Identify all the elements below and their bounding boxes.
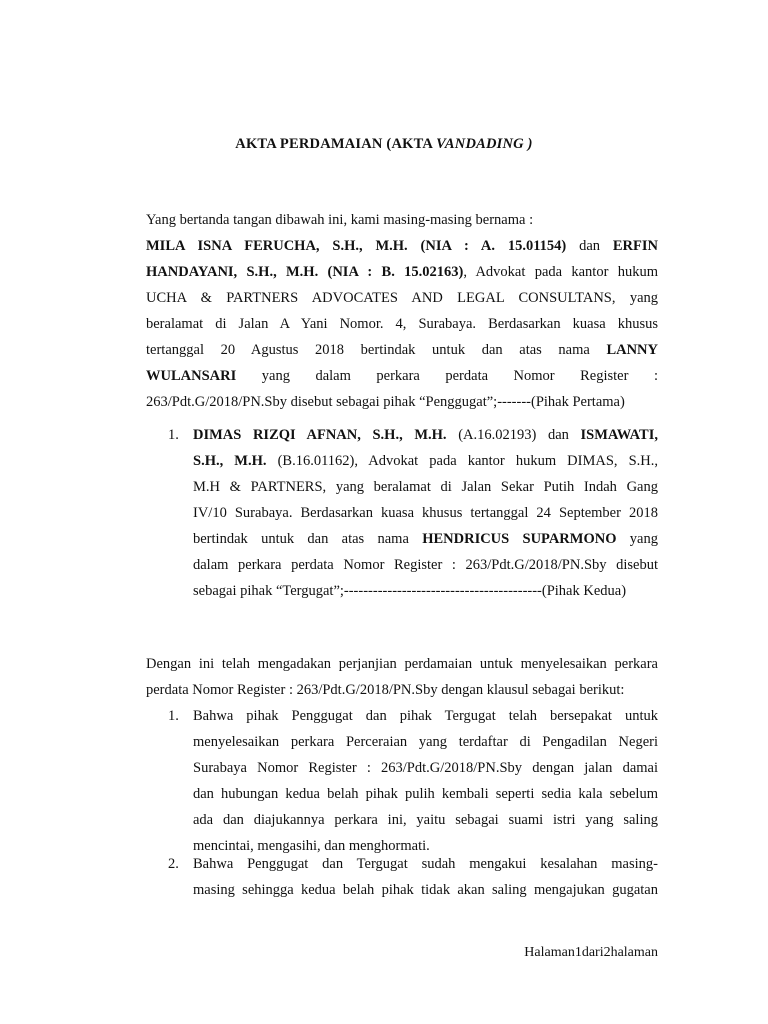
defendant-advocate-name-2-cont: S.H., M.H. [193, 453, 267, 469]
intro-line [146, 363, 658, 389]
intro-text: tertanggal 20 Agustus 2018 bertindak untuk dan atas nama [146, 342, 607, 358]
party-two-line [193, 526, 658, 552]
clause-line: menyelesaikan perkara Perceraian yang terdaftar di Pengadilan Negeri [193, 734, 658, 750]
title-italic: VANDADING ) [436, 136, 533, 152]
page-footer: Halaman1dari2halaman [524, 945, 658, 960]
agreement-paragraph [146, 651, 658, 703]
intro-line [146, 259, 658, 285]
clause-line: mencintai, mengasihi, dan menghormati. [193, 838, 430, 854]
party-two-line [193, 448, 658, 474]
list-number: 1. [168, 427, 179, 443]
clause-text [193, 851, 658, 903]
list-number: 1. [168, 708, 179, 724]
clause-line: masing sehingga kedua belah pihak tidak akan saling mengajukan gugatan [193, 882, 658, 898]
clause-line: ada dan diajukannya perkara ini, yaitu sebagai suami istri yang saling [193, 812, 658, 828]
party-two-text-run: (A.16.02193) dan [446, 427, 581, 443]
intro-line: Yang bertanda tangan dibawah ini, kami masing-masing bernama : [146, 212, 534, 228]
clause-text [193, 703, 658, 859]
intro-line: UCHA & PARTNERS ADVOCATES AND LEGAL CONSULTANS, yang [146, 290, 658, 306]
party-two-line: sebagai pihak “Tergugat”;-----------------------------------------(Pihak Kedua) [193, 583, 627, 599]
intro-line [146, 233, 658, 259]
second-advocate-name-cont: HANDAYANI, S.H., M.H. (NIA : B. 15.02163) [146, 264, 464, 280]
intro-line [146, 337, 658, 363]
second-advocate-name: ERFIN [612, 238, 658, 254]
party-two-line: dalam perkara perdata Nomor Register : 263/Pdt.G/2018/PN.Sby disebut [193, 557, 658, 573]
intro-text: dan [566, 238, 613, 254]
party-two-text-run: yang [616, 531, 658, 547]
party-two-text [193, 422, 658, 604]
defendant-name: HENDRICUS SUPARMONO [422, 531, 617, 547]
intro-line: 263/Pdt.G/2018/PN.Sby disebut sebagai pihak “Penggugat”;-------(Pihak Pertama) [146, 394, 625, 410]
party-two-line: IV/10 Surabaya. Berdasarkan kuasa khusus tertanggal 24 September 2018 [193, 505, 658, 521]
defendant-advocate-name-2: ISMAWATI, [580, 427, 658, 443]
clause-line: Surabaya Nomor Register : 263/Pdt.G/2018/PN.Sby dengan jalan damai [193, 760, 658, 776]
document-title [0, 136, 768, 153]
clause-line: dan hubungan kedua belah pihak pulih kembali seperti sedia kala sebelum [193, 786, 658, 802]
plaintiff-name-cont: WULANSARI [146, 368, 237, 384]
agreement-line: perdata Nomor Register : 263/Pdt.G/2018/PN.Sby dengan klausul sebagai berikut: [146, 682, 625, 698]
defendant-advocate-name: DIMAS RIZQI AFNAN, S.H., M.H. [193, 427, 447, 443]
intro-text: , Advokat pada kantor hukum [463, 264, 658, 280]
intro-text: yang dalam perkara perdata Nomor Register : [236, 368, 658, 384]
plaintiff-name: LANNY [606, 342, 658, 358]
first-advocates-name: MILA ISNA FERUCHA, S.H., M.H. (NIA : A. 15.01154) [146, 238, 567, 254]
party-two-line: M.H & PARTNERS, yang beralamat di Jalan Sekar Putih Indah Gang [193, 479, 658, 495]
intro-paragraph [146, 207, 658, 415]
agreement-line: Dengan ini telah mengadakan perjanjian perdamaian untuk menyelesaikan perkara [146, 656, 658, 672]
list-number: 2. [168, 856, 179, 872]
clause-line: Bahwa Penggugat dan Tergugat sudah mengakui kesalahan masing- [193, 856, 658, 872]
clause-line: Bahwa pihak Penggugat dan pihak Tergugat telah bersepakat untuk [193, 708, 658, 724]
party-two-line [193, 422, 658, 448]
title-main: AKTA PERDAMAIAN (AKTA [235, 136, 437, 152]
party-two-text-run: (B.16.01162), Advokat pada kantor hukum DIMAS, S.H., [266, 453, 659, 469]
party-two-text-run: bertindak untuk dan atas nama [193, 531, 423, 547]
intro-line: beralamat di Jalan A Yani Nomor. 4, Surabaya. Berdasarkan kuasa khusus [146, 316, 658, 332]
